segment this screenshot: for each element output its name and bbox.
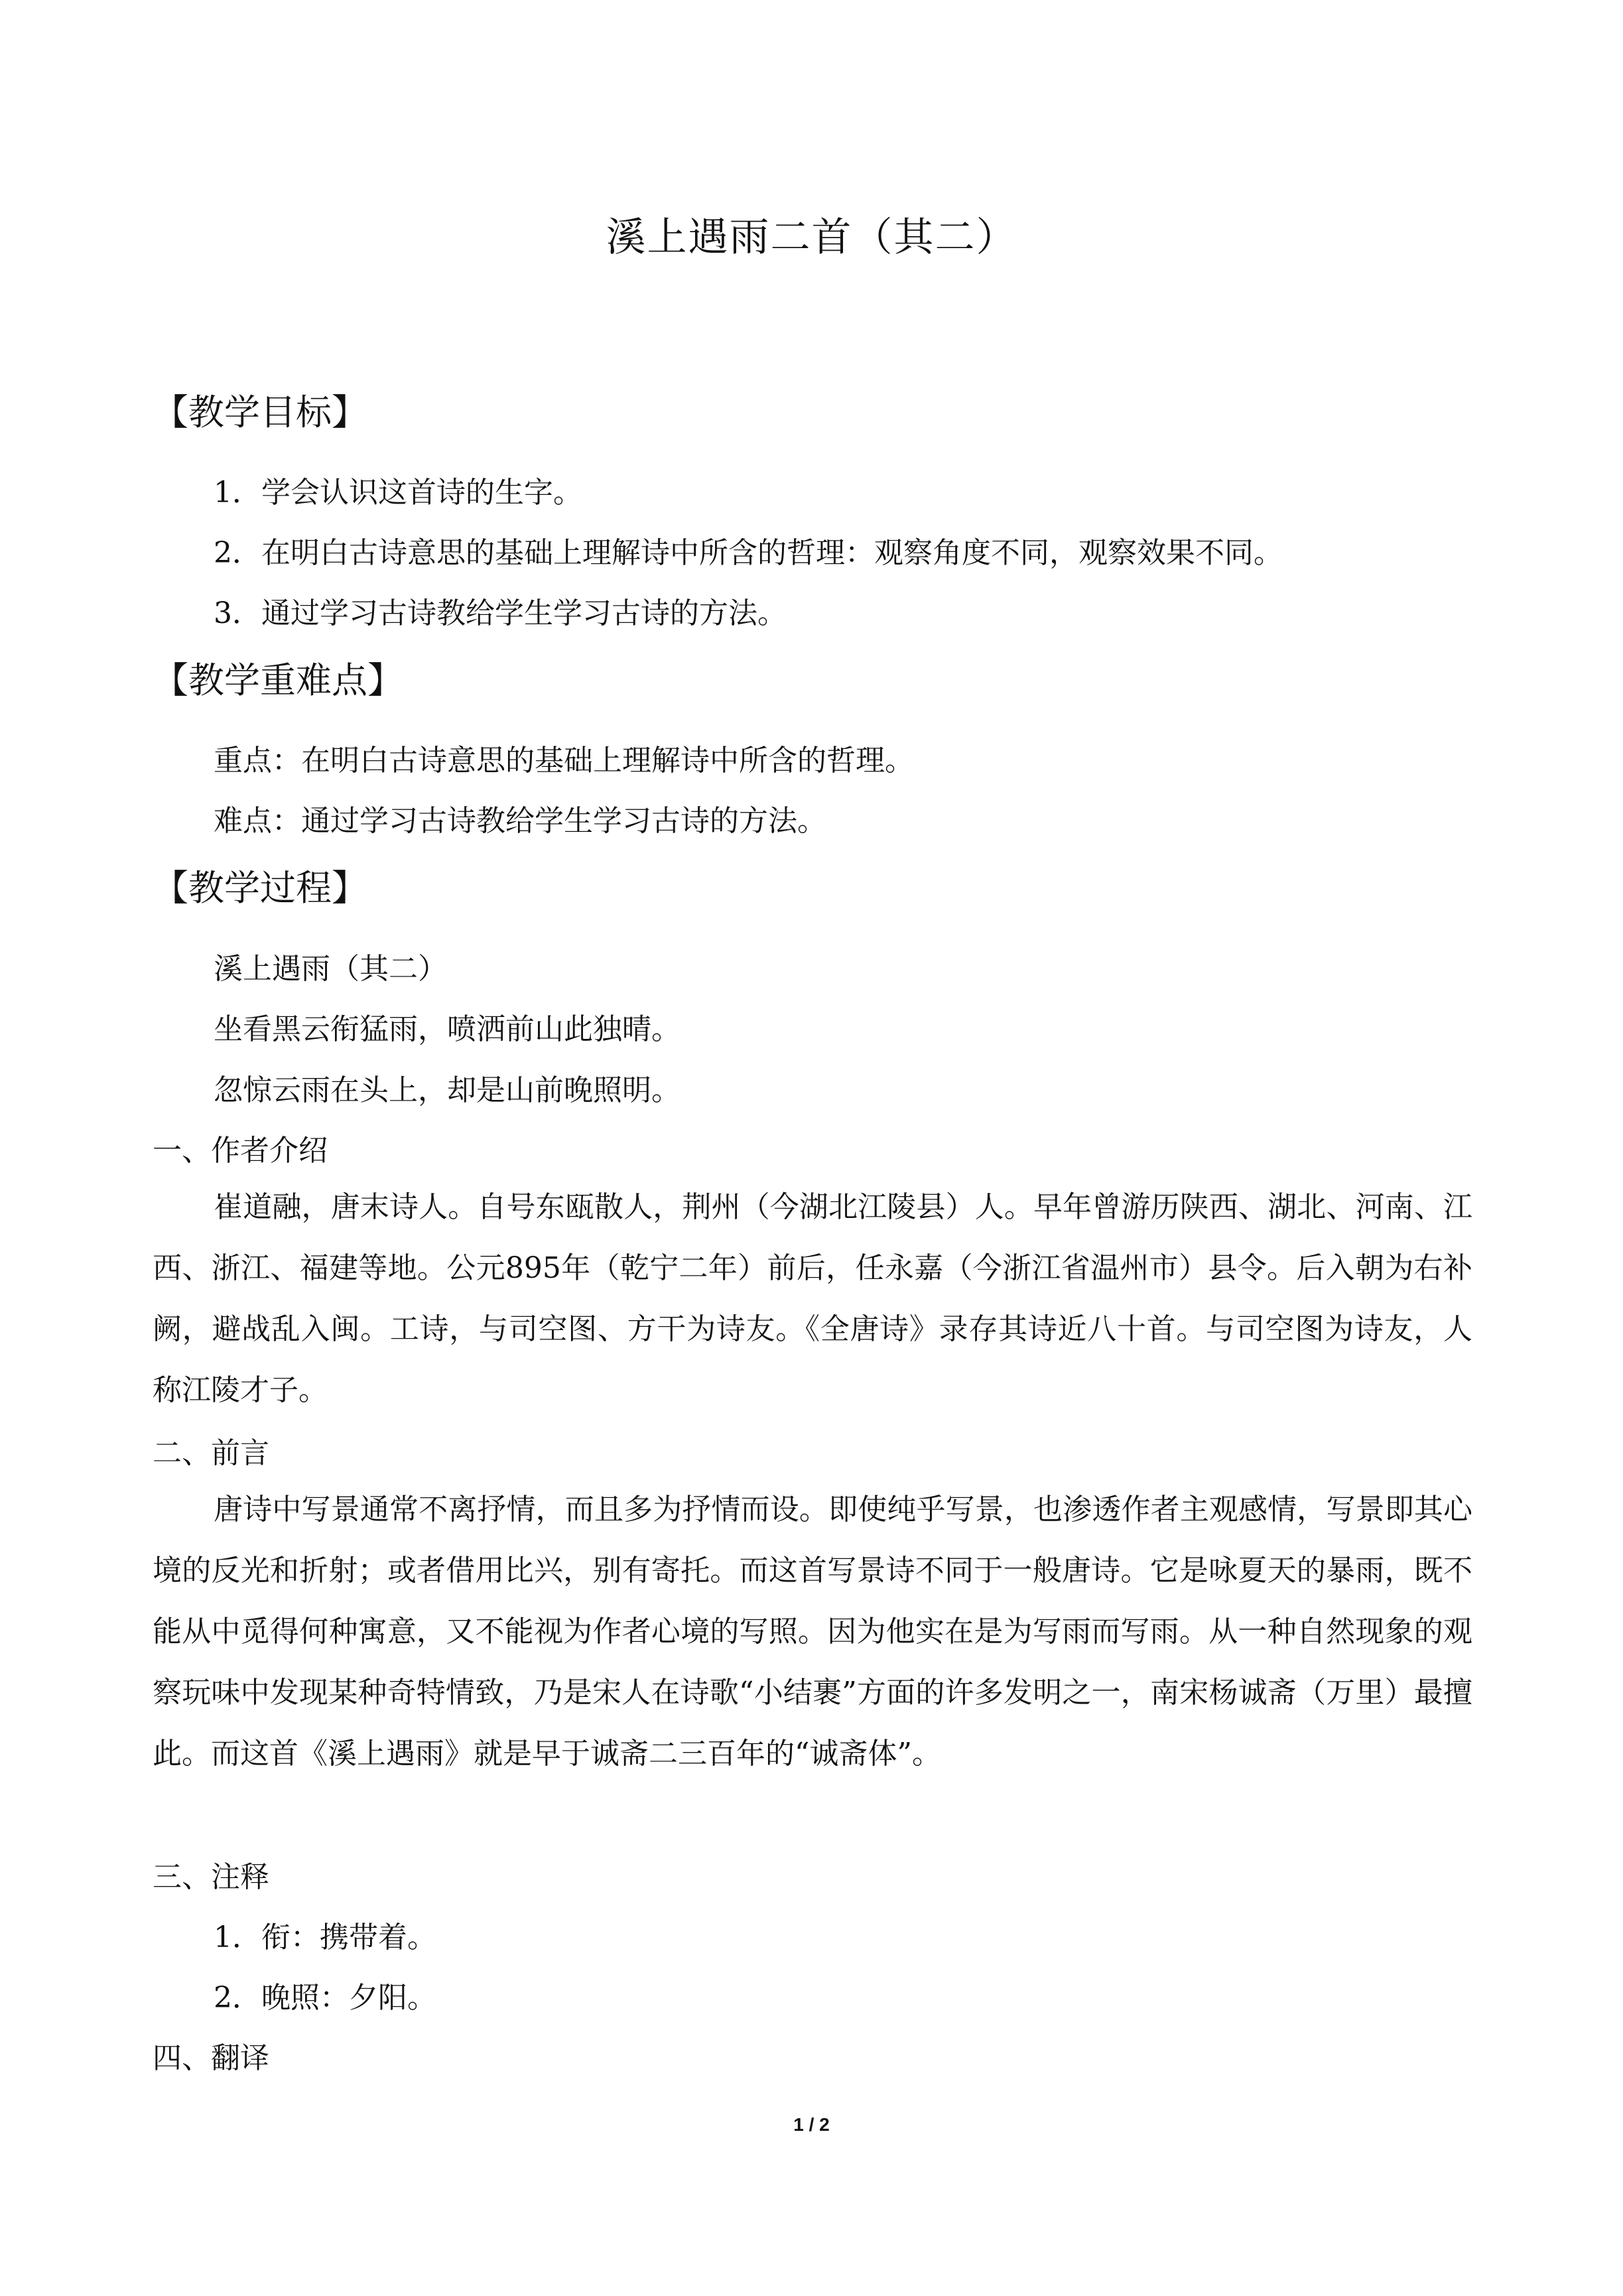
preface-heading: 二、前言 <box>153 1436 269 1470</box>
preface-text: 唐诗中写景通常不离抒情，而且多为抒情而设。即使纯乎写景，也渗透作者主观感情，写景即其心境的反光和折射；或者借用比兴，别有寄托。而这首写景诗不同于一般唐诗。它是咏夏天的暴雨，既不能从中觅得何种寓意，又不能视为作者心境的写照。因为他实在是为写雨而写雨。从一种自然现象的观察玩味中发现某种奇特情致，乃是宋人在诗歌“小结裹”方面的许多发明之一，南宋杨诚斋（万里）最擅此。而这首《溪上遇雨》就是早于诚斋二三百年的“诚斋体”。 <box>153 1493 1472 1771</box>
page-title: 溪上遇雨二首（其二） <box>606 214 1017 261</box>
notes-heading: 三、注释 <box>153 1860 269 1894</box>
poem-line-2: 忽惊云雨在头上，却是山前晚照明。 <box>214 1073 681 1107</box>
goal-item-1: 1．学会认识这首诗的生字。 <box>214 476 582 509</box>
preface-paragraph <box>153 1479 1472 1785</box>
goal-item-2: 2．在明白古诗意思的基础上理解诗中所含的哲理：观察角度不同，观察效果不同。 <box>214 536 1283 570</box>
note-1: 1．衔：携带着。 <box>214 1921 436 1954</box>
author-heading: 一、作者介绍 <box>153 1134 328 1168</box>
poem-line-1: 坐看黑云衔猛雨，喷洒前山此独晴。 <box>214 1012 681 1046</box>
difficult-point: 难点：通过学习古诗教给学生学习古诗的方法。 <box>214 804 826 838</box>
poem-title: 溪上遇雨（其二） <box>214 952 447 986</box>
process-heading: 【教学过程】 <box>153 867 367 909</box>
translation-heading: 四、翻译 <box>153 2041 269 2075</box>
note-2: 2．晚照：夕阳。 <box>214 1981 436 2015</box>
goal-item-3: 3．通过学习古诗教给学生学习古诗的方法。 <box>214 596 787 630</box>
page-number: 1 / 2 <box>793 2114 830 2135</box>
goals-heading: 【教学目标】 <box>153 391 367 433</box>
author-text: 崔道融，唐末诗人。自号东瓯散人，荆州（今湖北江陵县）人。早年曾游历陕西、湖北、河南、江西、浙江、福建等地。公元895年（乾宁二年）前后，任永嘉（今浙江省温州市）县令。后入朝为右补阙，避战乱入闽。工诗，与司空图、方干为诗友。《全唐诗》录存其诗近八十首。与司空图为诗友，人称江陵才子。 <box>153 1190 1472 1407</box>
key-points-heading: 【教学重难点】 <box>153 659 403 701</box>
key-point: 重点：在明白古诗意思的基础上理解诗中所含的哲理。 <box>214 744 914 777</box>
author-paragraph <box>153 1177 1472 1421</box>
